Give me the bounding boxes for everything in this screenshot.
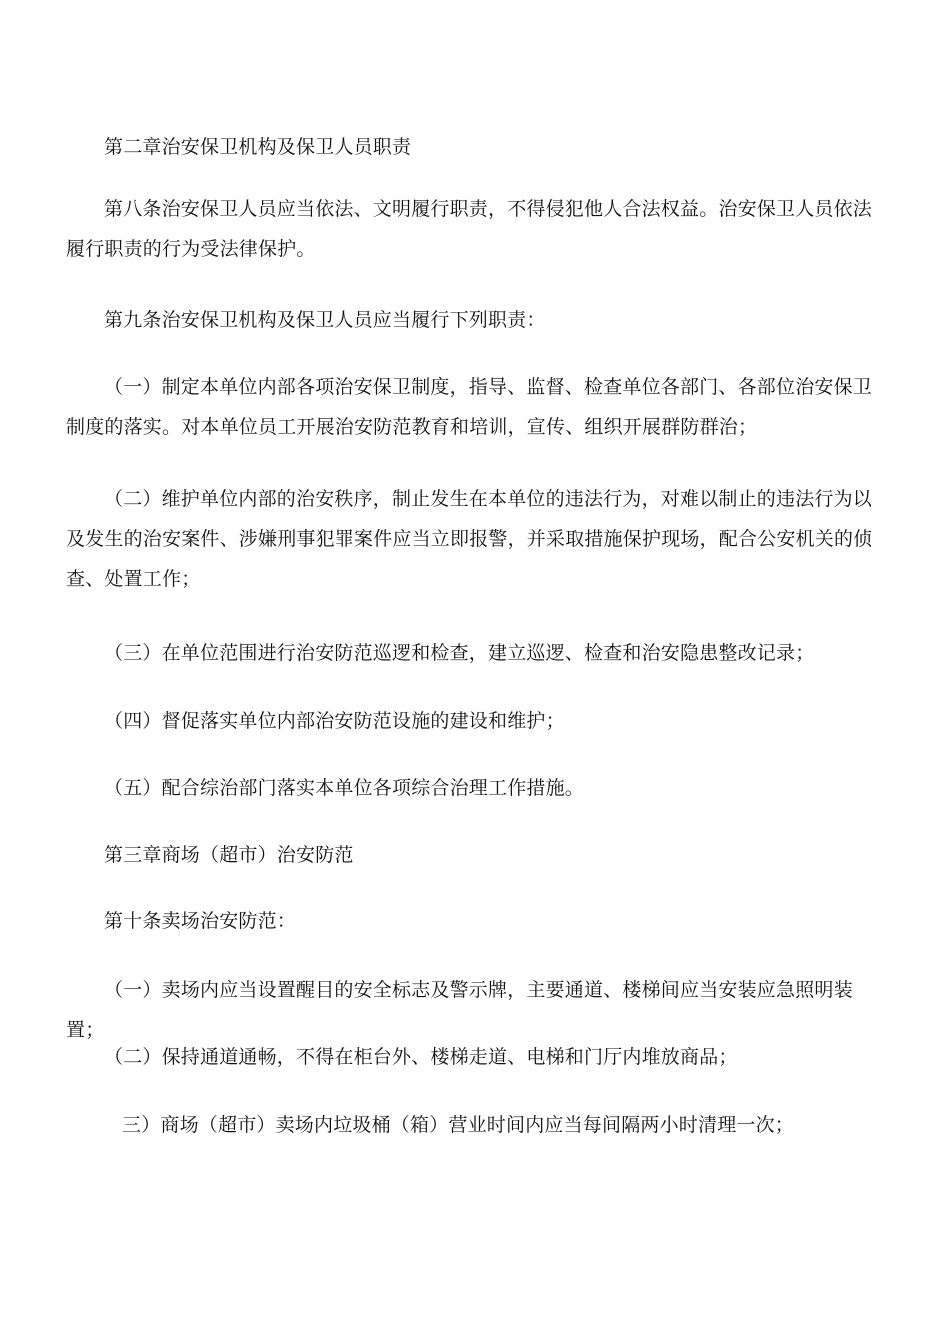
- article-nine: 第九条治安保卫机构及保卫人员应当履行下列职责：: [104, 309, 546, 331]
- article-nine-item-3: （三）在单位范围进行治安防范巡逻和检查，建立巡逻、检查和治安隐患整改记录；: [104, 642, 815, 664]
- chapter-two-heading: 第二章治安保卫机构及保卫人员职责: [104, 136, 412, 158]
- article-ten-item-3: 三）商场（超市）卖场内垃圾桶（箱）营业时间内应当每间隔两小时清理一次；: [122, 1114, 795, 1136]
- article-nine-item-5: （五）配合综治部门落实本单位各项综合治理工作措施。: [104, 777, 585, 799]
- article-nine-item-2: （二）维护单位内部的治安秩序，制止发生在本单位的违法行为，对难以制止的违法行为以及发生的治安案件、涉嫌刑事犯罪案件应当立即报警，并采取措施保护现场，配合公安机关的侦查、处置工作；: [66, 488, 873, 590]
- article-nine-item-4: （四）督促落实单位内部治安防范设施的建设和维护；: [104, 710, 565, 732]
- article-ten: 第十条卖场治安防范：: [104, 910, 297, 932]
- chapter-three-heading: 第三章商场（超市）治安防范: [104, 844, 354, 866]
- article-eight: 第八条治安保卫人员应当依法、文明履行职责，不得侵犯他人合法权益。治安保卫人员依法履行职责的行为受法律保护。: [66, 198, 873, 260]
- article-ten-item-2: （二）保持通道通畅，不得在柜台外、楼梯走道、电梯和门厅内堆放商品；: [104, 1046, 738, 1068]
- article-ten-item-1: （一）卖场内应当设置醒目的安全标志及警示牌，主要通道、楼梯间应当安装应急照明装置；: [66, 979, 853, 1041]
- article-nine-item-1: （一）制定本单位内部各项治安保卫制度，指导、监督、检查单位各部门、各部位治安保卫制度的落实。对本单位员工开展治安防范教育和培训，宣传、组织开展群防群治；: [66, 376, 873, 438]
